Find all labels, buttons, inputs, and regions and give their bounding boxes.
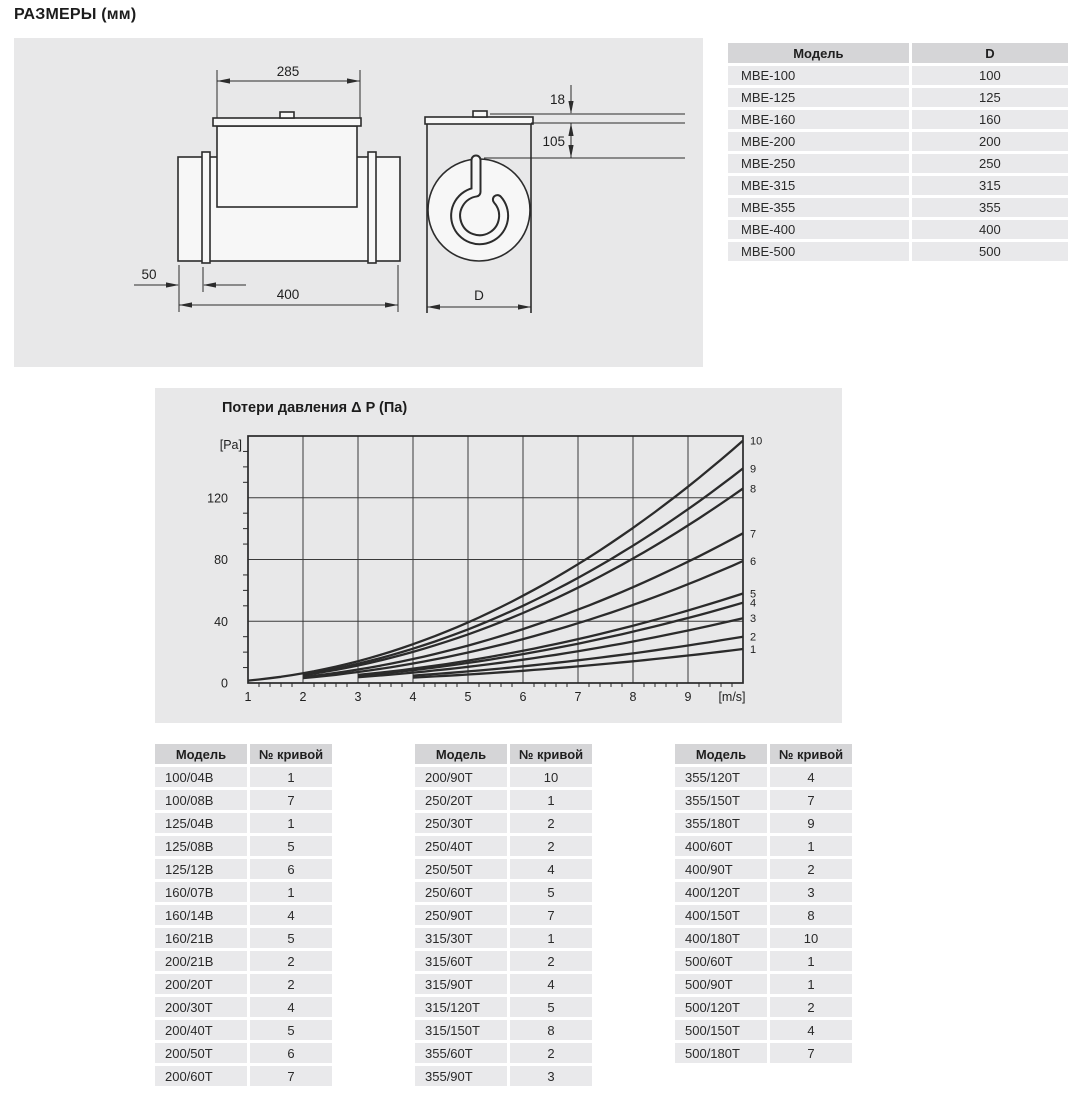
model-cell: 500/90Т <box>675 974 767 994</box>
model-cell: 200/50Т <box>155 1043 247 1063</box>
table-row <box>675 974 852 994</box>
value-cell: 400 <box>912 220 1068 239</box>
column-header: № кривой <box>770 744 852 764</box>
curve-number-label: 9 <box>750 463 757 476</box>
value-cell: 2 <box>770 859 852 879</box>
table-row <box>728 66 1068 85</box>
model-cell: 250/50Т <box>415 859 507 879</box>
chart-title: Потери давления Δ P (Па) <box>222 400 408 416</box>
model-cell: 500/180Т <box>675 1043 767 1063</box>
model-cell: 315/90Т <box>415 974 507 994</box>
x-tick-label: 6 <box>519 690 527 704</box>
pressure-loss-chart-panel <box>155 388 842 723</box>
value-cell: 2 <box>510 1043 592 1063</box>
value-cell: 315 <box>912 176 1068 195</box>
table-row <box>155 836 332 856</box>
value-cell: 9 <box>770 813 852 833</box>
value-cell: 8 <box>510 1020 592 1040</box>
value-cell: 2 <box>510 836 592 856</box>
value-cell: 1 <box>770 951 852 971</box>
value-cell: 1 <box>770 836 852 856</box>
model-cell: 355/60Т <box>415 1043 507 1063</box>
model-cell: 250/30Т <box>415 813 507 833</box>
x-axis-unit-label: [m/s] <box>718 690 746 704</box>
table-row <box>675 813 852 833</box>
table-row <box>415 951 592 971</box>
pressure-curve-10 <box>248 441 743 681</box>
curve-table-1 <box>152 741 335 1089</box>
model-cell: 500/150Т <box>675 1020 767 1040</box>
model-cell: МВЕ-400 <box>728 220 909 239</box>
dimension-diameter <box>427 288 531 310</box>
table-row <box>415 905 592 925</box>
model-cell: 100/08В <box>155 790 247 810</box>
value-cell: 7 <box>510 905 592 925</box>
model-cell: 355/180Т <box>675 813 767 833</box>
table-row <box>675 997 852 1017</box>
table-row <box>155 974 332 994</box>
model-cell: МВЕ-125 <box>728 88 909 107</box>
column-header: D <box>912 43 1068 63</box>
model-cell: 200/21В <box>155 951 247 971</box>
table-row <box>155 767 332 787</box>
table-row <box>155 905 332 925</box>
table-row <box>675 836 852 856</box>
dimensions-drawing-panel <box>14 38 703 367</box>
table-row <box>675 928 852 948</box>
model-cell: 315/120Т <box>415 997 507 1017</box>
x-tick-label: 3 <box>354 690 362 704</box>
curve-number-label: 7 <box>750 528 757 541</box>
model-cell: 125/12В <box>155 859 247 879</box>
lid-knob <box>280 112 294 118</box>
value-cell: 7 <box>770 1043 852 1063</box>
value-cell: 5 <box>250 928 332 948</box>
value-cell: 4 <box>770 1020 852 1040</box>
model-cell: 100/04В <box>155 767 247 787</box>
table-row <box>155 997 332 1017</box>
model-cell: МВЕ-200 <box>728 132 909 151</box>
value-cell: 2 <box>510 813 592 833</box>
curve-table-2 <box>412 741 595 1089</box>
model-cell: 250/60Т <box>415 882 507 902</box>
x-tick-label: 9 <box>684 690 692 704</box>
table-row <box>415 836 592 856</box>
table-row <box>415 997 592 1017</box>
terminal-box <box>217 126 357 207</box>
table-row <box>728 242 1068 261</box>
table-row <box>415 928 592 948</box>
model-cell: МВЕ-100 <box>728 66 909 85</box>
x-tick-label: 4 <box>409 690 417 704</box>
value-cell: 1 <box>770 974 852 994</box>
value-cell: 100 <box>912 66 1068 85</box>
curve-number-label: 8 <box>750 483 757 496</box>
table-row <box>155 1020 332 1040</box>
table-row <box>415 790 592 810</box>
table-row <box>728 176 1068 195</box>
table-row <box>675 1043 852 1063</box>
model-cell: 250/40Т <box>415 836 507 856</box>
model-cell: 160/21В <box>155 928 247 948</box>
model-cell: 355/90Т <box>415 1066 507 1086</box>
dimension-285 <box>217 64 360 118</box>
value-cell: 3 <box>770 882 852 902</box>
pressure-loss-chart <box>155 388 842 723</box>
value-cell: 10 <box>770 928 852 948</box>
value-cell: 2 <box>250 974 332 994</box>
y-tick-label: 0 <box>221 676 228 691</box>
pressure-curve-4 <box>358 603 743 676</box>
model-cell: 160/14В <box>155 905 247 925</box>
model-cell: 250/90Т <box>415 905 507 925</box>
table-row <box>728 220 1068 239</box>
dim-label-diameter: D <box>474 288 484 303</box>
table-row <box>155 1043 332 1063</box>
model-cell: 200/60Т <box>155 1066 247 1086</box>
value-cell: 250 <box>912 154 1068 173</box>
model-cell: 125/04В <box>155 813 247 833</box>
flange-ring-left <box>202 152 210 263</box>
model-cell: 400/60Т <box>675 836 767 856</box>
value-cell: 125 <box>912 88 1068 107</box>
column-header: Модель <box>728 43 909 63</box>
value-cell: 4 <box>510 859 592 879</box>
value-cell: 4 <box>250 997 332 1017</box>
model-cell: 200/90Т <box>415 767 507 787</box>
value-cell: 3 <box>510 1066 592 1086</box>
value-cell: 5 <box>250 1020 332 1040</box>
model-cell: 200/40Т <box>155 1020 247 1040</box>
table-row <box>675 859 852 879</box>
value-cell: 500 <box>912 242 1068 261</box>
table-row <box>728 88 1068 107</box>
value-cell: 1 <box>250 813 332 833</box>
dim-label-box-height: 105 <box>542 134 565 149</box>
model-cell: 315/30Т <box>415 928 507 948</box>
curve-table-3 <box>672 741 855 1066</box>
front-knob <box>473 111 487 117</box>
model-cell: 125/08В <box>155 836 247 856</box>
table-row <box>675 1020 852 1040</box>
table-row <box>155 1066 332 1086</box>
table-row <box>728 198 1068 217</box>
value-cell: 1 <box>510 790 592 810</box>
column-header: Модель <box>155 744 247 764</box>
model-cell: 355/120Т <box>675 767 767 787</box>
table-row <box>675 882 852 902</box>
model-cell: 355/150Т <box>675 790 767 810</box>
table-row <box>415 859 592 879</box>
y-tick-label: 80 <box>214 553 228 567</box>
value-cell: 4 <box>770 767 852 787</box>
x-tick-label: 1 <box>244 690 252 704</box>
table-row <box>728 154 1068 173</box>
value-cell: 8 <box>770 905 852 925</box>
x-tick-label: 8 <box>629 690 637 704</box>
dimension-18 <box>490 85 685 114</box>
column-header: № кривой <box>510 744 592 764</box>
x-tick-label: 5 <box>464 690 472 704</box>
table-row <box>415 813 592 833</box>
table-row <box>155 790 332 810</box>
page-title: РАЗМЕРЫ (мм) <box>14 6 137 23</box>
table-row <box>728 110 1068 129</box>
value-cell: 1 <box>510 928 592 948</box>
model-cell: 500/60Т <box>675 951 767 971</box>
value-cell: 4 <box>250 905 332 925</box>
curve-number-label: 3 <box>750 613 757 626</box>
model-cell: МВЕ-250 <box>728 154 909 173</box>
value-cell: 5 <box>250 836 332 856</box>
table-row <box>155 928 332 948</box>
value-cell: 7 <box>250 1066 332 1086</box>
table-row <box>155 859 332 879</box>
dimension-50 <box>134 267 246 292</box>
x-tick-label: 7 <box>574 690 582 704</box>
value-cell: 6 <box>250 859 332 879</box>
table-row <box>415 767 592 787</box>
front-lid <box>425 117 533 124</box>
table-row <box>155 882 332 902</box>
y-axis-unit-label: [Pa] <box>219 438 242 452</box>
dim-label-offset: 50 <box>141 267 157 282</box>
y-tick-label: 40 <box>214 614 228 629</box>
model-cell: МВЕ-160 <box>728 110 909 129</box>
model-cell: МВЕ-355 <box>728 198 909 217</box>
model-cell: МВЕ-315 <box>728 176 909 195</box>
curve-number-label: 5 <box>750 588 757 601</box>
model-cell: 400/150Т <box>675 905 767 925</box>
table-row <box>675 790 852 810</box>
table-row <box>415 882 592 902</box>
value-cell: 1 <box>250 767 332 787</box>
model-cell: 250/20Т <box>415 790 507 810</box>
value-cell: 4 <box>510 974 592 994</box>
model-cell: 400/90Т <box>675 859 767 879</box>
value-cell: 5 <box>510 882 592 902</box>
curve-number-label: 4 <box>750 597 757 610</box>
value-cell: 5 <box>510 997 592 1017</box>
front-view <box>425 111 533 313</box>
value-cell: 2 <box>510 951 592 971</box>
table-row <box>675 905 852 925</box>
side-view <box>178 112 400 263</box>
column-header: Модель <box>675 744 767 764</box>
model-cell: 200/30Т <box>155 997 247 1017</box>
value-cell: 160 <box>912 110 1068 129</box>
curve-number-label: 1 <box>750 644 757 656</box>
dim-label-length: 400 <box>276 287 300 302</box>
table-row <box>415 1043 592 1063</box>
value-cell: 7 <box>250 790 332 810</box>
table-row <box>675 767 852 787</box>
value-cell: 2 <box>770 997 852 1017</box>
table-row <box>155 951 332 971</box>
value-cell: 200 <box>912 132 1068 151</box>
value-cell: 6 <box>250 1043 332 1063</box>
value-cell: 2 <box>250 951 332 971</box>
table-row <box>675 951 852 971</box>
dim-label-width-top: 285 <box>276 64 300 79</box>
dim-label-lid-height: 18 <box>549 92 565 107</box>
x-tick-label: 2 <box>299 690 307 704</box>
model-cell: 315/150Т <box>415 1020 507 1040</box>
box-lid <box>213 118 361 126</box>
model-cell: 160/07В <box>155 882 247 902</box>
model-diameter-table <box>725 40 1071 264</box>
model-cell: 400/180Т <box>675 928 767 948</box>
flange-ring-right <box>368 152 376 263</box>
value-cell: 355 <box>912 198 1068 217</box>
dimensions-drawing <box>14 38 703 367</box>
table-row <box>415 1066 592 1086</box>
curve-number-label: 2 <box>750 631 757 644</box>
curve-number-label: 6 <box>750 556 757 568</box>
model-cell: 200/20Т <box>155 974 247 994</box>
column-header: Модель <box>415 744 507 764</box>
y-tick-label: 120 <box>207 491 228 506</box>
value-cell: 7 <box>770 790 852 810</box>
table-row <box>728 132 1068 151</box>
dimension-105 <box>484 123 685 158</box>
model-cell: МВЕ-500 <box>728 242 909 261</box>
model-cell: 315/60Т <box>415 951 507 971</box>
value-cell: 1 <box>250 882 332 902</box>
dimension-400 <box>179 265 398 312</box>
table-row <box>415 1020 592 1040</box>
model-cell: 400/120Т <box>675 882 767 902</box>
table-row <box>155 813 332 833</box>
table-row <box>415 974 592 994</box>
model-cell: 500/120Т <box>675 997 767 1017</box>
value-cell: 10 <box>510 767 592 787</box>
curve-number-label: 10 <box>750 435 763 448</box>
column-header: № кривой <box>250 744 332 764</box>
